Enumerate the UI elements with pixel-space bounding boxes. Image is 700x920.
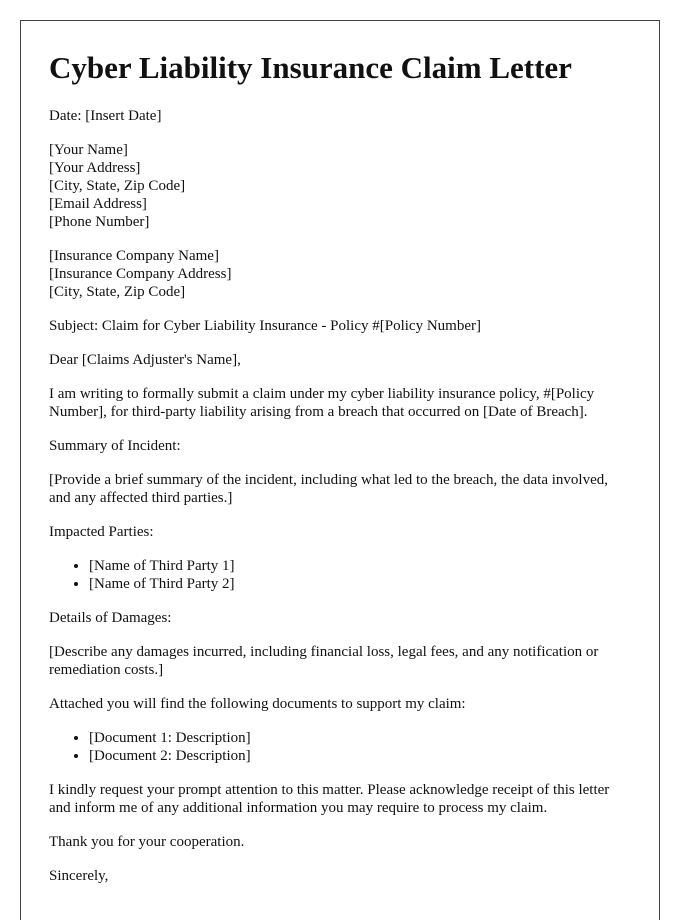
summary-heading: Summary of Incident: <box>49 438 181 455</box>
sender-address <box>49 141 631 231</box>
sender-phone: [Phone Number] <box>49 214 150 231</box>
list-item: • [Name of Third Party 1] <box>89 557 631 575</box>
recipient-street: [Insurance Company Address] <box>49 266 232 283</box>
attachments-intro: Attached you will find the following documents to support my claim: <box>49 696 466 713</box>
recipient-address <box>49 247 631 301</box>
damages-heading: Details of Damages: <box>49 610 172 627</box>
sender-street: [Your Address] <box>49 160 141 177</box>
salutation: Dear [Claims Adjuster's Name], <box>49 352 241 369</box>
letter-page <box>20 20 660 920</box>
impacted-heading: Impacted Parties: <box>49 524 154 541</box>
list-item: • [Document 2: Description] <box>89 747 631 765</box>
sender-city: [City, State, Zip Code] <box>49 178 186 195</box>
thanks-line: Thank you for your cooperation. <box>49 834 245 851</box>
recipient-city: [City, State, Zip Code] <box>49 284 186 301</box>
damages-body: [Describe any damages incurred, including financial loss, legal fees, and any notification or remediation costs.] <box>49 644 599 679</box>
sender-email: [Email Address] <box>49 196 147 213</box>
intro-paragraph: I am writing to formally submit a claim under my cyber liability insurance policy, #[Policy Number], for third-party liability arising from a breach that occurred on [Date of Breach]. <box>49 386 595 421</box>
recipient-company: [Insurance Company Name] <box>49 248 219 265</box>
impacted-parties-list <box>49 557 631 593</box>
date-line: Date: [Insert Date] <box>49 108 162 125</box>
documents-list <box>49 729 631 765</box>
subject-line: Subject: Claim for Cyber Liability Insurance - Policy #[Policy Number] <box>49 318 481 335</box>
closing-line: Sincerely, <box>49 868 109 885</box>
summary-body: [Provide a brief summary of the incident, including what led to the breach, the data involved, and any affected third parties.] <box>49 472 608 507</box>
letter-title: Cyber Liability Insurance Claim Letter <box>49 50 572 85</box>
list-item: • [Document 1: Description] <box>89 729 631 747</box>
request-paragraph: I kindly request your prompt attention to this matter. Please acknowledge receipt of this letter and inform me of any additional information you may require to process my claim. <box>49 782 610 817</box>
list-item: • [Name of Third Party 2] <box>89 575 631 593</box>
sender-name: [Your Name] <box>49 142 128 159</box>
